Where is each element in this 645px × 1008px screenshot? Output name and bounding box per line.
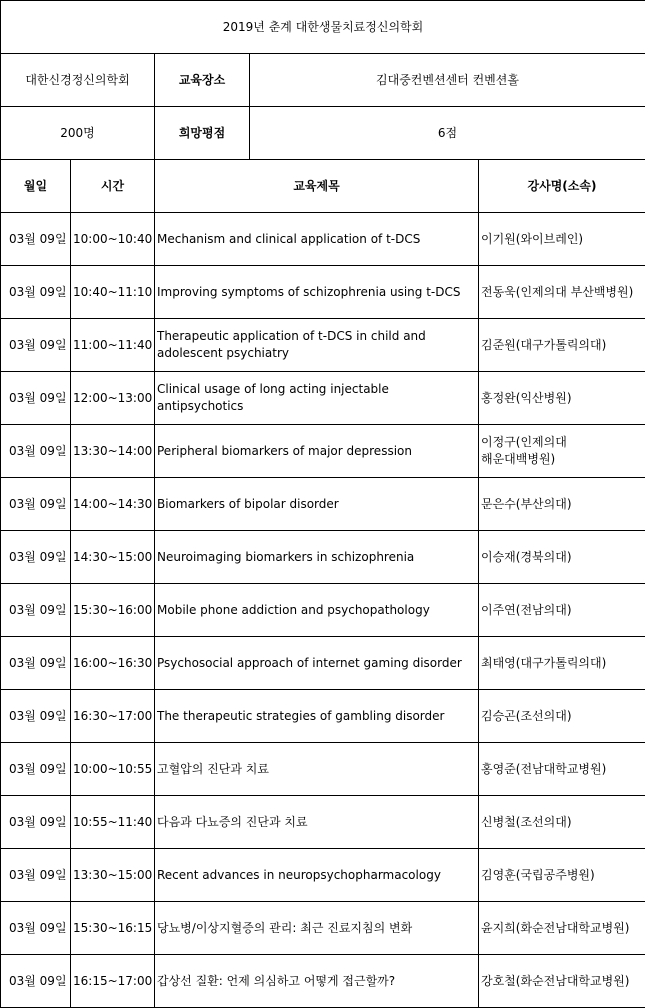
session-time: 15:30~16:15 xyxy=(71,902,155,955)
session-subject: Improving symptoms of schizophrenia using t-DCS xyxy=(155,266,479,319)
table-row xyxy=(1,637,645,690)
column-header-row xyxy=(1,160,645,213)
session-lecturer: 홍영준(전남대학교병원) xyxy=(479,743,645,796)
session-time: 13:30~15:00 xyxy=(71,849,155,902)
table-row xyxy=(1,319,645,372)
session-lecturer: 신병철(조선의대) xyxy=(479,796,645,849)
session-lecturer: 이정구(인제의대 해운대백병원) xyxy=(479,425,645,478)
table-row xyxy=(1,266,645,319)
session-date: 03월 09일 xyxy=(1,266,71,319)
session-time: 10:40~11:10 xyxy=(71,266,155,319)
session-subject: Recent advances in neuropsychopharmacology xyxy=(155,849,479,902)
session-lecturer: 김승곤(조선의대) xyxy=(479,690,645,743)
session-date: 03월 09일 xyxy=(1,319,71,372)
session-subject: Clinical usage of long acting injectable antipsychotics xyxy=(155,372,479,425)
session-date: 03월 09일 xyxy=(1,955,71,1008)
session-lecturer: 전동욱(인제의대 부산백병원) xyxy=(479,266,645,319)
info-row-venue xyxy=(1,54,645,107)
session-date: 03월 09일 xyxy=(1,584,71,637)
session-lecturer: 이승재(경북의대) xyxy=(479,531,645,584)
session-subject: The therapeutic strategies of gambling disorder xyxy=(155,690,479,743)
session-lecturer: 최태영(대구가톨릭의대) xyxy=(479,637,645,690)
session-time: 13:30~14:00 xyxy=(71,425,155,478)
session-time: 16:30~17:00 xyxy=(71,690,155,743)
points-label: 희망평점 xyxy=(155,107,250,160)
session-lecturer: 김준원(대구가톨릭의대) xyxy=(479,319,645,372)
capacity: 200명 xyxy=(1,107,155,160)
table-row xyxy=(1,531,645,584)
session-subject: Peripheral biomarkers of major depression xyxy=(155,425,479,478)
session-subject: Neuroimaging biomarkers in schizophrenia xyxy=(155,531,479,584)
session-time: 10:00~10:40 xyxy=(71,213,155,266)
session-time: 14:00~14:30 xyxy=(71,478,155,531)
session-time: 10:55~11:40 xyxy=(71,796,155,849)
column-header-date: 월일 xyxy=(1,160,71,213)
session-subject: 갑상선 질환: 언제 의심하고 어떻게 접근할까? xyxy=(155,955,479,1008)
session-time: 16:15~17:00 xyxy=(71,955,155,1008)
session-date: 03월 09일 xyxy=(1,478,71,531)
column-header-subject: 교육제목 xyxy=(155,160,479,213)
session-subject: Therapeutic application of t-DCS in child and adolescent psychiatry xyxy=(155,319,479,372)
session-date: 03월 09일 xyxy=(1,902,71,955)
table-row xyxy=(1,213,645,266)
table-row xyxy=(1,849,645,902)
session-date: 03월 09일 xyxy=(1,637,71,690)
session-date: 03월 09일 xyxy=(1,372,71,425)
session-subject: Mechanism and clinical application of t-DCS xyxy=(155,213,479,266)
table-row xyxy=(1,743,645,796)
session-lecturer: 윤지희(화순전남대학교병원) xyxy=(479,902,645,955)
points-value: 6점 xyxy=(250,107,645,160)
session-lecturer: 홍정완(익산병원) xyxy=(479,372,645,425)
table-row xyxy=(1,902,645,955)
session-date: 03월 09일 xyxy=(1,690,71,743)
session-lecturer: 김영훈(국립공주병원) xyxy=(479,849,645,902)
session-time: 12:00~13:00 xyxy=(71,372,155,425)
table-row xyxy=(1,796,645,849)
column-header-lecturer: 강사명(소속) xyxy=(479,160,645,213)
session-lecturer: 이기원(와이브레인) xyxy=(479,213,645,266)
session-date: 03월 09일 xyxy=(1,849,71,902)
table-row xyxy=(1,690,645,743)
table-row xyxy=(1,425,645,478)
session-date: 03월 09일 xyxy=(1,531,71,584)
session-subject: Biomarkers of bipolar disorder xyxy=(155,478,479,531)
session-lecturer: 문은수(부산의대) xyxy=(479,478,645,531)
venue-label: 교육장소 xyxy=(155,54,250,107)
info-row-capacity xyxy=(1,107,645,160)
column-header-time: 시간 xyxy=(71,160,155,213)
organizer: 대한신경정신의학회 xyxy=(1,54,155,107)
table-row xyxy=(1,372,645,425)
session-date: 03월 09일 xyxy=(1,743,71,796)
session-time: 14:30~15:00 xyxy=(71,531,155,584)
session-subject: 다음과 다뇨증의 진단과 치료 xyxy=(155,796,479,849)
session-time: 16:00~16:30 xyxy=(71,637,155,690)
session-subject: Mobile phone addiction and psychopathology xyxy=(155,584,479,637)
session-date: 03월 09일 xyxy=(1,425,71,478)
session-subject: 고혈압의 진단과 치료 xyxy=(155,743,479,796)
title-row xyxy=(1,1,645,54)
session-subject: Psychosocial approach of internet gaming disorder xyxy=(155,637,479,690)
table-row xyxy=(1,955,645,1008)
session-time: 11:00~11:40 xyxy=(71,319,155,372)
session-subject: 당뇨병/이상지혈증의 관리: 최근 진료지침의 변화 xyxy=(155,902,479,955)
session-time: 10:00~10:55 xyxy=(71,743,155,796)
session-lecturer: 이주연(전남의대) xyxy=(479,584,645,637)
page-title: 2019년 춘계 대한생물치료정신의학회 xyxy=(1,1,645,54)
session-lecturer: 강호철(화순전남대학교병원) xyxy=(479,955,645,1008)
session-time: 15:30~16:00 xyxy=(71,584,155,637)
session-date: 03월 09일 xyxy=(1,213,71,266)
table-row xyxy=(1,478,645,531)
venue-value: 김대중컨벤션센터 컨벤션홀 xyxy=(250,54,645,107)
session-date: 03월 09일 xyxy=(1,796,71,849)
table-row xyxy=(1,584,645,637)
